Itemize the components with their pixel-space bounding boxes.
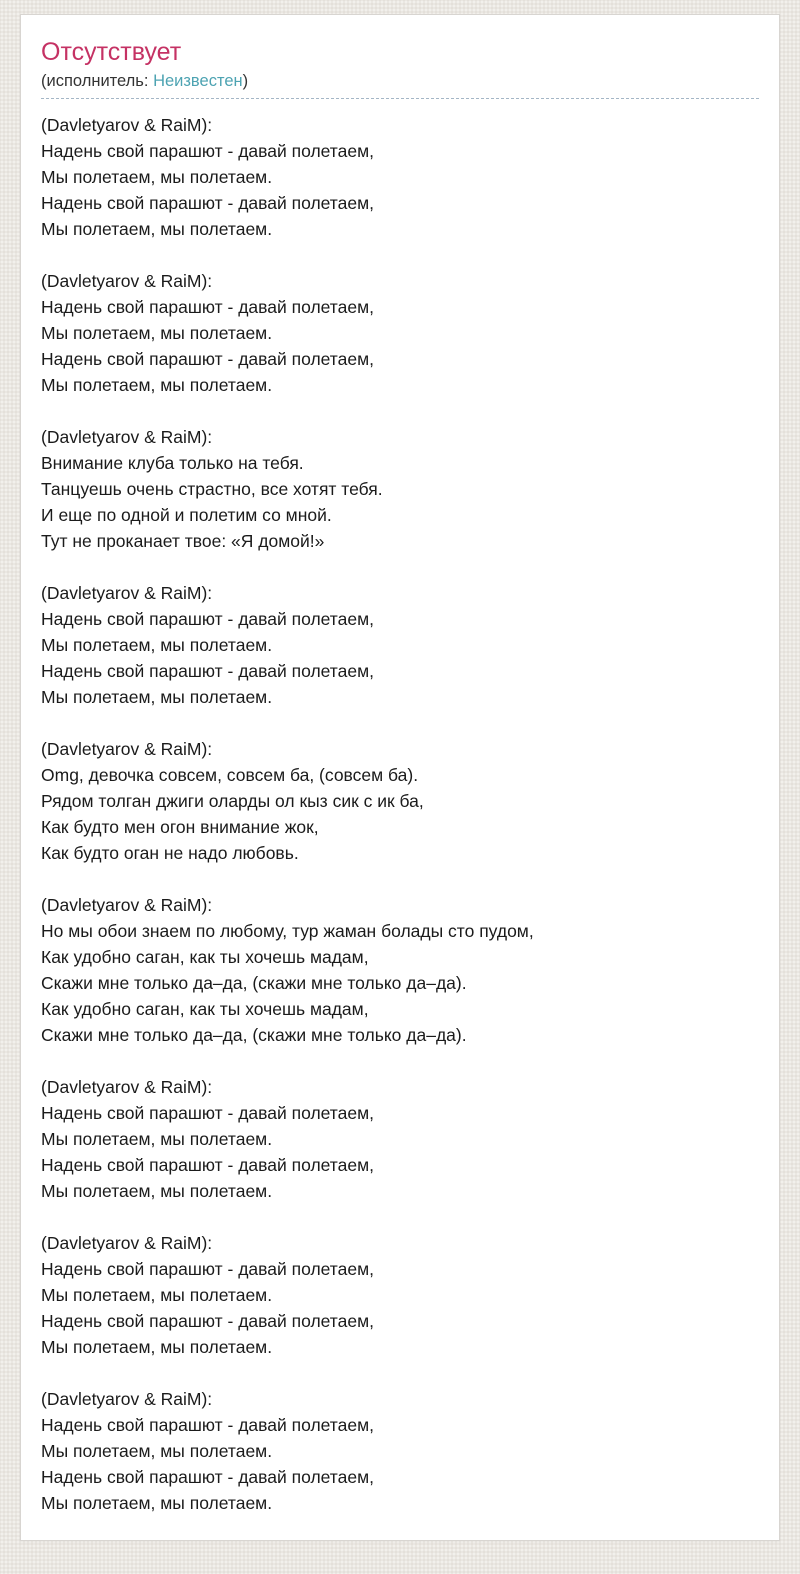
verse: (Davletyarov & RaiM): Надень свой парашют - давай полетаем, Мы полетаем, мы полетаем. Надень свой парашют - давай полетаем, Мы полетаем, мы полетаем. <box>41 1388 374 1513</box>
verse: (Davletyarov & RaiM): Но мы обои знаем по любому, тур жаман болады сто пудом, Как удобно саган, как ты хочешь мадам, Скажи мне только да–да, (скажи мне только да–да). Как удобно саган, как ты хочешь мадам, Скажи мне только да–да, (скажи мне только да–да). <box>41 894 534 1045</box>
song-title: Отсутствует <box>41 38 182 66</box>
lyrics-card <box>20 14 780 1541</box>
lyrics-text <box>41 112 759 1516</box>
verse: (Davletyarov & RaiM): Надень свой парашют - давай полетаем, Мы полетаем, мы полетаем. Надень свой парашют - давай полетаем, Мы полетаем, мы полетаем. <box>41 270 374 395</box>
verse: (Davletyarov & RaiM): Надень свой парашют - давай полетаем, Мы полетаем, мы полетаем. Надень свой парашют - давай полетаем, Мы полетаем, мы полетаем. <box>41 1232 374 1357</box>
verse: (Davletyarov & RaiM): Надень свой парашют - давай полетаем, Мы полетаем, мы полетаем. Надень свой парашют - давай полетаем, Мы полетаем, мы полетаем. <box>41 582 374 707</box>
verse: (Davletyarov & RaiM): Надень свой парашют - давай полетаем, Мы полетаем, мы полетаем. Надень свой парашют - давай полетаем, Мы полетаем, мы полетаем. <box>41 1076 374 1201</box>
verse: (Davletyarov & RaiM): Надень свой парашют - давай полетаем, Мы полетаем, мы полетаем. Надень свой парашют - давай полетаем, Мы полетаем, мы полетаем. <box>41 114 374 239</box>
artist-close-paren: ) <box>242 71 249 90</box>
verse: (Davletyarov & RaiM): Omg, девочка совсем, совсем ба, (совсем ба). Рядом толган джиги оларды ол кыз сик с ик ба, Как будто мен огон внимание жок, Как будто оган не надо любовь. <box>41 738 424 863</box>
verse: (Davletyarov & RaiM): Внимание клуба только на тебя. Танцуешь очень страстно, все хотят тебя. И еще по одной и полетим со мной. Тут не проканает твое: «Я домой!» <box>41 426 383 551</box>
artist-label: (исполнитель: <box>41 71 154 90</box>
artist-line <box>41 72 759 99</box>
artist-link[interactable]: Неизвестен <box>153 71 243 90</box>
